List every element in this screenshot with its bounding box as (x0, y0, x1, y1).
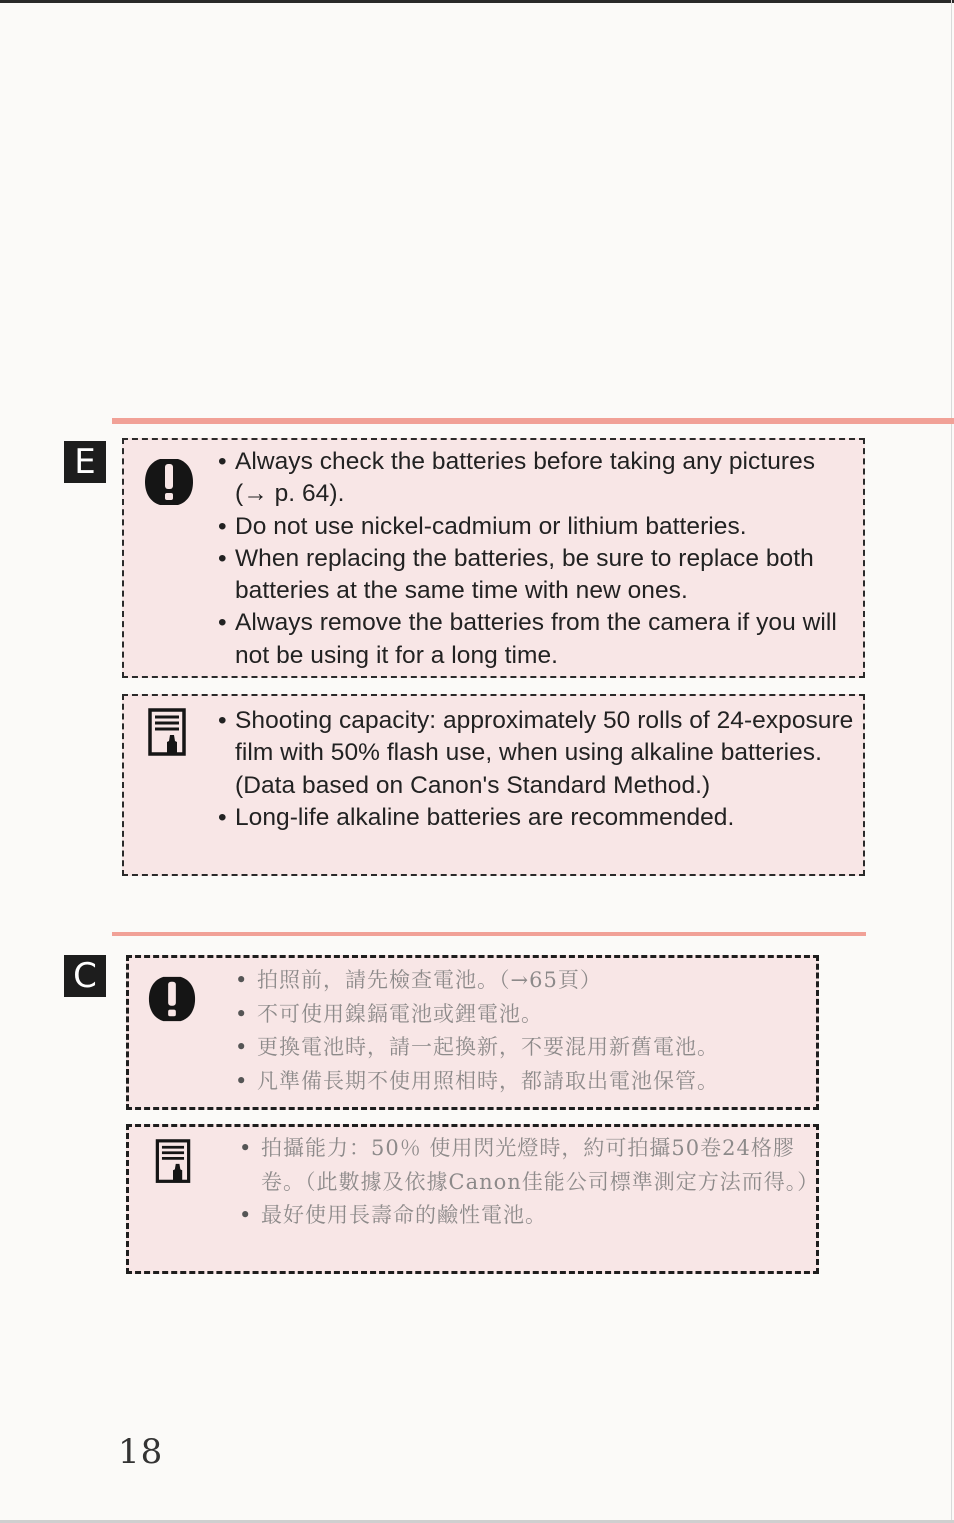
memo-icon (155, 1139, 191, 1185)
chinese-language-tag (64, 955, 106, 997)
top-border (0, 0, 954, 3)
memo-icon (148, 708, 186, 758)
english-language-tag-letter: E (74, 442, 96, 482)
list-item: • Shooting capacity: approximately 50 rolls of 24-exposure film with 50% flash use, when using alkaline batteries. (Data based on Canon's Standard Method.) (218, 705, 860, 802)
page-number: 18 (118, 1432, 164, 1472)
list-item: • Long-life alkaline batteries are recommended. (218, 802, 860, 834)
chinese-caution-list (235, 964, 815, 1098)
list-item: • 最好使用長壽命的鹼性電池。 (239, 1199, 819, 1233)
chinese-caution-box (126, 955, 819, 1110)
list-item: • Always check the batteries before taking any pictures (→ p. 64). (218, 446, 854, 511)
chinese-memo-box (126, 1124, 819, 1274)
list-item: • Always remove the batteries from the camera if you will not be using it for a long time. (218, 607, 854, 672)
list-item: • 拍照前，請先檢查電池。（→65頁） (235, 964, 815, 998)
list-item: • 不可使用鎳鎘電池或鋰電池。 (235, 998, 815, 1032)
english-section-rule (112, 418, 954, 424)
english-caution-box (122, 438, 865, 678)
english-memo-list (218, 705, 860, 834)
list-item: • 拍攝能力：50％ 使用閃光燈時，約可拍攝50卷24格膠卷。（此數據及依據Canon佳能公司標準測定方法而得。） (239, 1132, 819, 1199)
caution-icon (144, 456, 194, 508)
caution-icon (147, 974, 197, 1024)
list-item: • Do not use nickel-cadmium or lithium batteries. (218, 511, 854, 543)
english-memo-box (122, 694, 865, 876)
right-border (951, 0, 952, 1523)
chinese-section-rule (112, 932, 866, 936)
chinese-memo-list (239, 1132, 819, 1233)
chinese-language-tag-letter: C (73, 956, 97, 996)
list-item: • 凡準備長期不使用照相時，都請取出電池保管。 (235, 1065, 815, 1099)
list-item: • When replacing the batteries, be sure to replace both batteries at the same time with new ones. (218, 543, 854, 608)
english-language-tag (64, 441, 106, 483)
list-item: • 更換電池時，請一起換新，不要混用新舊電池。 (235, 1031, 815, 1065)
english-caution-list (218, 446, 854, 672)
